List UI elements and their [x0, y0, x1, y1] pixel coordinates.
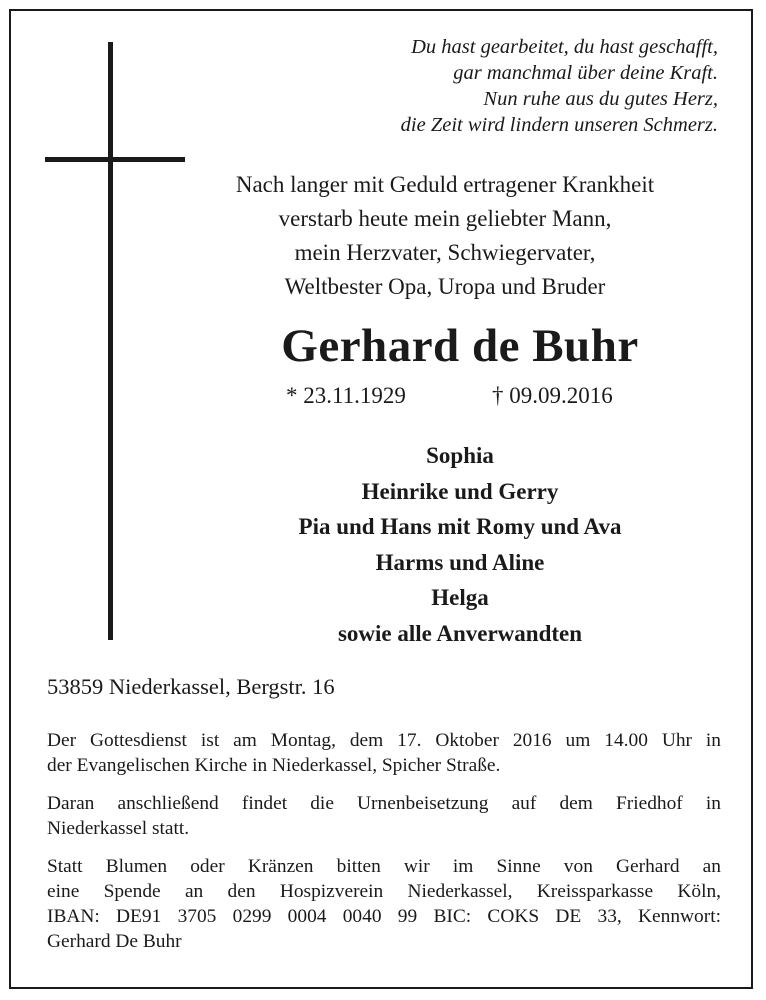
burial-paragraph: [47, 791, 721, 841]
poem-line: die Zeit wird lindern unseren Schmerz.: [400, 114, 718, 136]
family-member: Heinrike und Gerry: [361, 478, 559, 504]
poem-line: gar manchmal über deine Kraft.: [453, 62, 718, 84]
deceased-name: Gerhard de Buhr: [281, 320, 639, 372]
family-member: Sophia: [426, 443, 494, 468]
family-member: sowie alle Anverwandten: [337, 620, 583, 646]
donation-paragraph: [47, 854, 721, 954]
service-line: der Evangelischen Kirche in Niederkassel, Spicher Straße.: [47, 755, 501, 776]
donation-line: IBAN: DE91 3705 0299 0004 0040 99 BIC: COKS DE 33, Kennwort:: [47, 906, 721, 927]
donation-line: Statt Blumen oder Kränzen bitten wir im Sinne von Gerhard an: [47, 856, 721, 877]
intro-line: Weltbester Opa, Uropa und Bruder: [284, 274, 606, 299]
intro-line: Nach langer mit Geduld ertragener Krankheit: [235, 172, 655, 197]
intro-line: mein Herzvater, Schwiegervater,: [294, 240, 596, 265]
poem-line: Du hast gearbeitet, du hast geschafft,: [411, 36, 718, 58]
family-member: Pia und Hans mit Romy und Ava: [298, 514, 622, 539]
birth-date: * 23.11.1929: [286, 383, 406, 408]
cross-icon-vertical-bar: [108, 42, 113, 640]
cross-icon-horizontal-bar: [45, 157, 185, 162]
intro-line: verstarb heute mein geliebter Mann,: [278, 206, 612, 231]
service-line: Der Gottesdienst ist am Montag, dem 17. Oktober 2016 um 14.00 Uhr in: [47, 730, 721, 751]
burial-line: Daran anschließend findet die Urnenbeisetzung auf dem Friedhof in: [47, 793, 721, 814]
address: 53859 Niederkassel, Bergstr. 16: [47, 674, 335, 699]
burial-line: Niederkassel statt.: [47, 818, 190, 839]
death-date: † 09.09.2016: [492, 383, 613, 408]
service-paragraph: [47, 728, 721, 778]
family-member: Harms und Aline: [375, 549, 545, 575]
poem-line: Nun ruhe aus du gutes Herz,: [483, 88, 718, 110]
intro-text: [180, 168, 710, 304]
poem: [238, 34, 718, 138]
donation-line: Gerhard De Buhr: [47, 931, 182, 952]
family-member: Helga: [431, 585, 489, 610]
donation-line: eine Spende an den Hospizverein Niederkassel, Kreissparkasse Köln,: [47, 881, 721, 902]
family-list: [180, 438, 740, 651]
